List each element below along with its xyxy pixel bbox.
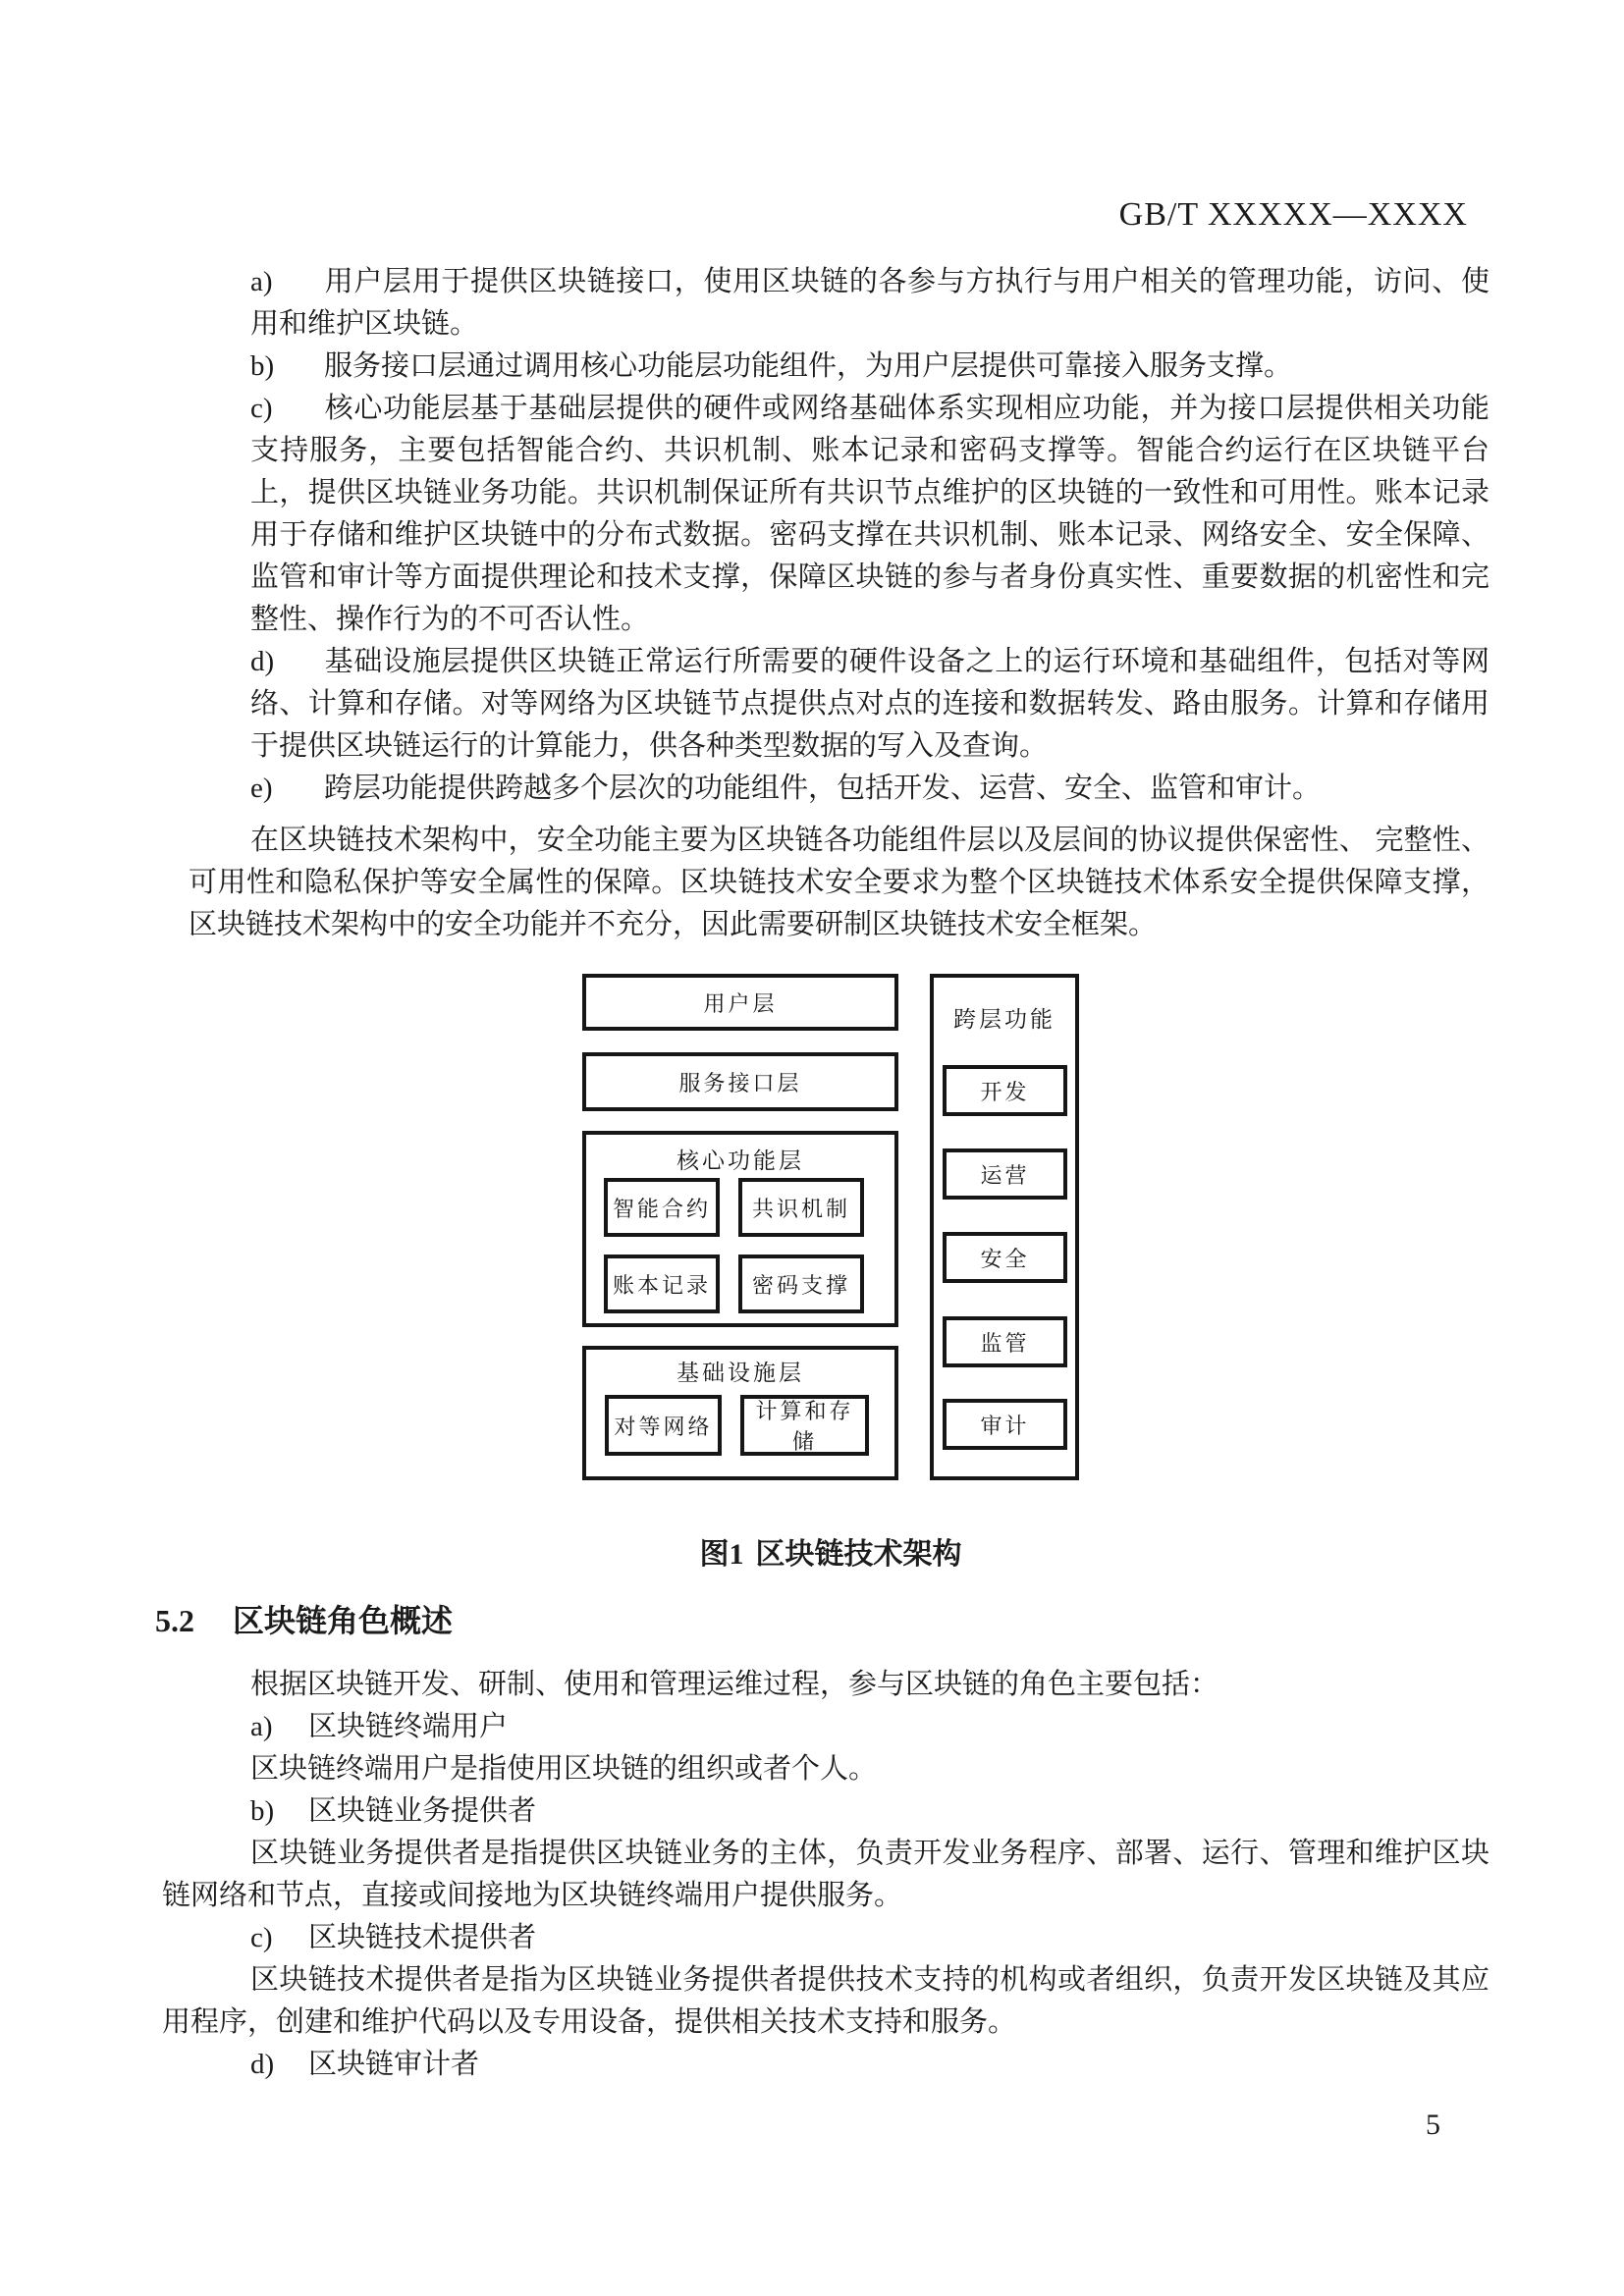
clause-marker-e: e) (250, 773, 273, 804)
clause-item-d (250, 641, 1489, 768)
clause-text-e: 跨层功能提供跨越多个层次的功能组件，包括开发、运营、安全、监管和审计。 (324, 773, 1322, 804)
clause-marker-c: c) (250, 393, 273, 424)
component-label-consensus: 共识机制 (751, 1196, 850, 1221)
section-heading-title: 区块链角色概述 (233, 1603, 454, 1638)
section-heading-number: 5.2 (155, 1603, 194, 1638)
paragraph-roles-intro: 根据区块链开发、研制、使用和管理运维过程，参与区块链的角色主要包括： (250, 1669, 1219, 1700)
clause-marker-d: d) (250, 646, 275, 677)
component-label-development: 开发 (980, 1079, 1030, 1104)
component-label-supervision: 监管 (980, 1330, 1030, 1356)
component-box-smart-contract (604, 1178, 720, 1237)
clause-text-d: 基础设施层提供区块链正常运行所需要的硬件设备之上的运行环境和基础组件，包括对等网络、计算和存储。对等网络为区块链节点提供点对点的连接和数据转发、路由服务。计算和存储用于提供区块链运行的计算能力，供各种类型数据的写入及查询。 (250, 646, 1489, 762)
clause-text-b: 服务接口层通过调用核心功能层功能组件，为用户层提供可靠接入服务支撑。 (324, 350, 1293, 382)
role-marker-a: a) (250, 1711, 273, 1742)
clause-item-b (250, 346, 1489, 388)
clause-item-a (250, 261, 1489, 346)
role-item-d (162, 2044, 1489, 2086)
role-marker-b: b) (250, 1795, 275, 1827)
component-box-compute-storage (740, 1395, 869, 1456)
section-5-2-body (162, 1664, 1489, 2086)
component-box-crypto-support (738, 1255, 864, 1313)
role-name-a: 区块链终端用户 (308, 1711, 509, 1742)
role-item-c (162, 1917, 1489, 1959)
figure-caption (582, 1529, 1079, 1573)
component-label-operations: 运营 (980, 1162, 1030, 1188)
layer-box-user (582, 974, 898, 1031)
component-label-crypto-support: 密码支撑 (751, 1272, 850, 1298)
role-name-d: 区块链审计者 (308, 2049, 480, 2080)
layer-label-service-interface: 服务接口层 (678, 1070, 802, 1095)
document-header: GB/T XXXXX—XXXX (1118, 196, 1468, 233)
page-number: 5 (1426, 2109, 1440, 2141)
layer-label-infrastructure: 基础设施层 (677, 1361, 804, 1385)
clause-marker-a: a) (250, 266, 273, 297)
role-name-b: 区块链业务提供者 (308, 1795, 537, 1827)
layer-label-cross-layer: 跨层功能 (953, 1007, 1056, 1032)
clause-5-1-list (250, 261, 1489, 810)
component-label-p2p-network: 对等网络 (614, 1414, 713, 1439)
layer-box-service-interface (582, 1052, 898, 1111)
section-heading-5-2 (155, 1596, 453, 1641)
component-label-ledger: 账本记录 (612, 1272, 711, 1298)
role-item-a (162, 1706, 1489, 1748)
component-box-audit (943, 1399, 1067, 1450)
role-marker-c: c) (250, 1922, 273, 1953)
clause-item-e (250, 768, 1489, 810)
component-box-security (943, 1232, 1067, 1283)
component-box-development (943, 1065, 1067, 1116)
role-item-b (162, 1790, 1489, 1833)
component-label-security: 安全 (980, 1246, 1030, 1271)
clause-text-c: 核心功能层基于基础层提供的硬件或网络基础体系实现相应功能，并为接口层提供相关功能支持服务，主要包括智能合约、共识机制、账本记录和密码支撑等。智能合约运行在区块链平台上，提供区块链业务功能。共识机制保证所有共识节点维护的区块链的一致性和可用性。账本记录用于存储和维护区块链中的分布式数据。密码支撑在共识机制、账本记录、网络安全、安全保障、监管和审计等方面提供理论和技术支撑，保障区块链的参与者身份真实性、重要数据的机密性和完整性、操作行为的不可否认性。 (250, 393, 1489, 635)
role-desc-b: 区块链业务提供者是指提供区块链业务的主体，负责开发业务程序、部署、运行、管理和维护区块链网络和节点，直接或间接地为区块链终端用户提供服务。 (162, 1838, 1489, 1911)
component-box-operations (943, 1148, 1067, 1200)
role-desc-c: 区块链技术提供者是指为区块链业务提供者提供技术支持的机构或者组织，负责开发区块链及其应用程序，创建和维护代码以及专用设备，提供相关技术支持和服务。 (162, 1964, 1489, 2038)
role-desc-a: 区块链终端用户是指使用区块链的组织或者个人。 (250, 1753, 878, 1785)
component-label-smart-contract: 智能合约 (612, 1196, 711, 1221)
clause-item-c (250, 388, 1489, 641)
component-label-audit: 审计 (980, 1413, 1030, 1438)
component-box-p2p-network (605, 1395, 722, 1456)
role-name-c: 区块链技术提供者 (308, 1922, 537, 1953)
figure-caption-title: 区块链技术架构 (755, 1538, 962, 1571)
role-marker-d: d) (250, 2049, 275, 2080)
paragraph-security-summary: 在区块链技术架构中，安全功能主要为区块链各功能组件层以及层间的协议提供保密性、 完整性、可用性和隐私保护等安全属性的保障。区块链技术安全要求为整个区块链技术体系安全提供保障支撑，区块链技术架构中的安全功能并不充分，因此需要研制区块链技术安全框架。 (189, 825, 1489, 940)
component-box-supervision (943, 1316, 1067, 1367)
component-box-consensus (738, 1178, 864, 1237)
clause-marker-b: b) (250, 350, 275, 382)
component-label-compute-storage: 计算和存储 (755, 1399, 854, 1454)
component-box-ledger (604, 1255, 720, 1313)
layer-label-user: 用户层 (703, 990, 778, 1016)
clause-text-a: 用户层用于提供区块链接口，使用区块链的各参与方执行与用户相关的管理功能，访问、使用和维护区块链。 (250, 266, 1489, 340)
layer-label-core-function: 核心功能层 (677, 1148, 804, 1173)
figure-caption-number: 图1 (699, 1538, 744, 1571)
figure-blockchain-architecture (582, 974, 1079, 1480)
